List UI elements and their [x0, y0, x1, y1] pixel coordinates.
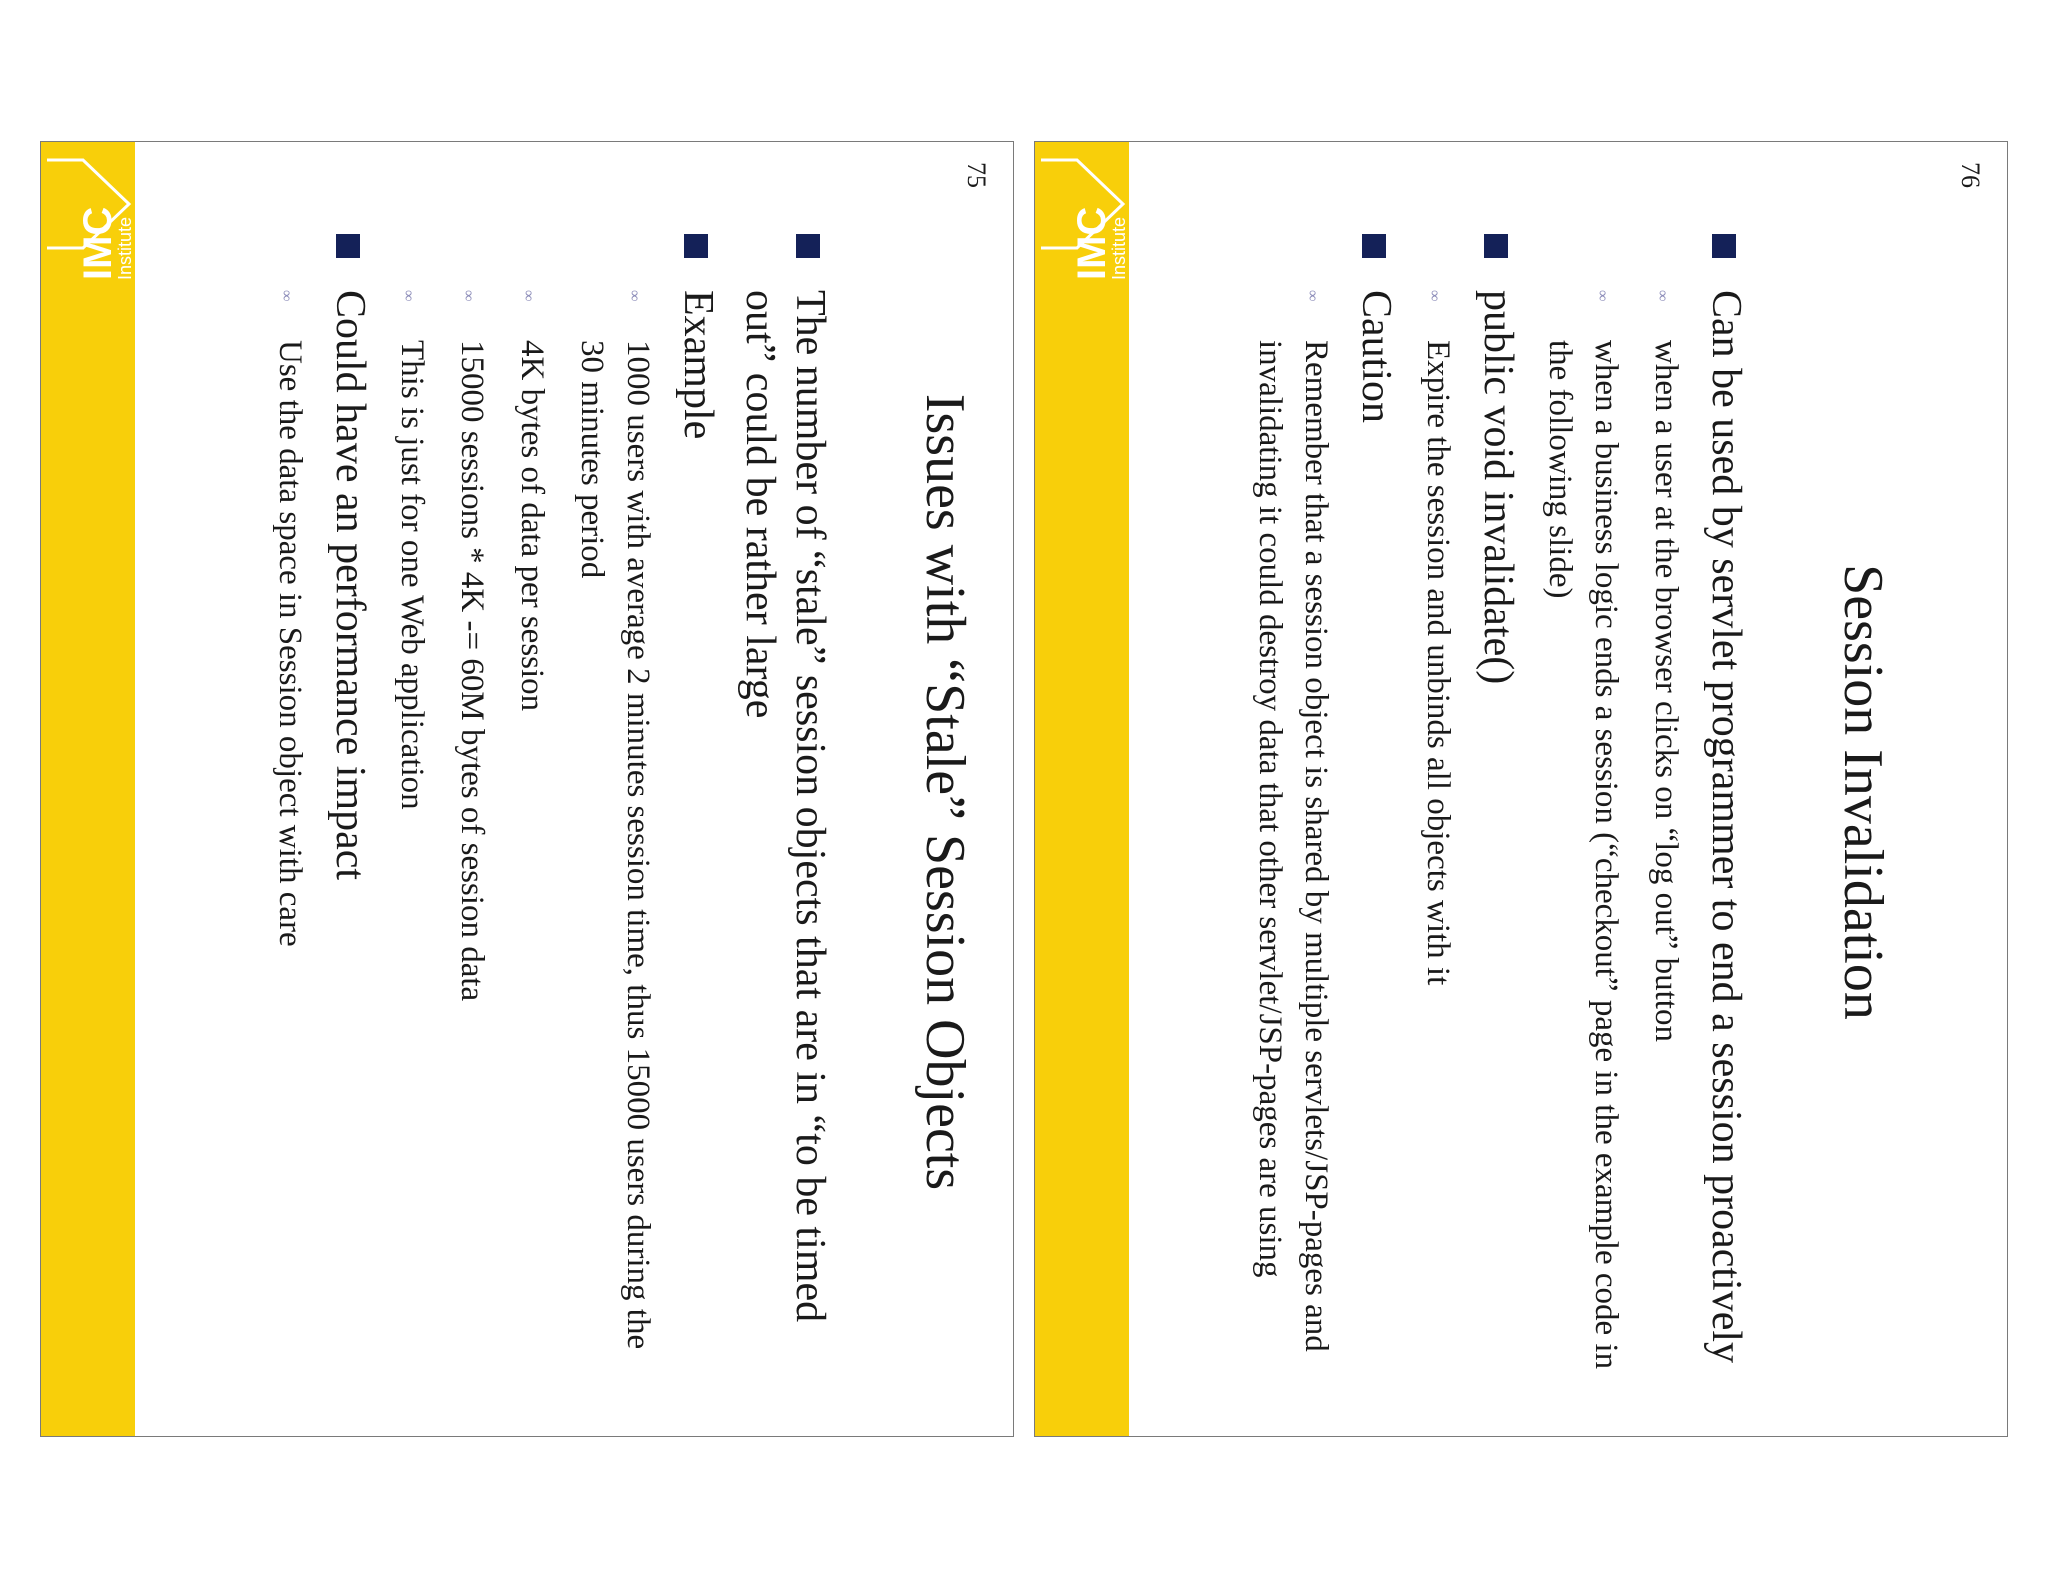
- slide-title: Issues with “Stale” Session Objects: [914, 393, 976, 1191]
- slide-content: [41, 142, 1014, 1437]
- page-number: 75: [962, 162, 991, 188]
- sub-bullet-item: ∞ when a business logic ends a session (“checkout” page in the example code in the following slide): [1542, 290, 1624, 1370]
- infinity-bullet-icon: ∞: [1304, 290, 1321, 302]
- square-bullet-icon: [1712, 234, 1736, 258]
- svg-text:Institute: Institute: [115, 216, 135, 280]
- slide-75: [40, 141, 1014, 1437]
- sub-bullet-item: ∞ when a user at the browser clicks on “log out” button: [1643, 234, 1689, 1378]
- sub-bullet-item: ∞ 4K bytes of data per session: [509, 234, 555, 1378]
- square-bullet-icon: [1362, 234, 1386, 258]
- bullet-item: Could have an performance impact: [325, 234, 375, 1378]
- square-bullet-icon: [796, 234, 820, 258]
- bullet-item: Can be used by servlet programmer to end a session proactively: [1701, 234, 1751, 1378]
- infinity-bullet-icon: ∞: [1654, 290, 1671, 302]
- infinity-bullet-icon: ∞: [1426, 290, 1443, 302]
- square-bullet-icon: [1484, 234, 1508, 258]
- bullet-list: [1233, 234, 1751, 1378]
- bullet-item: public void invalidate(): [1473, 234, 1523, 1378]
- square-bullet-icon: [336, 234, 360, 258]
- slide-title: Session Invalidation: [1832, 564, 1894, 1020]
- sub-bullet-item: ∞ 15000 sessions * 4K -= 60M bytes of session data: [449, 234, 495, 1378]
- page-number-box: [961, 162, 1001, 222]
- bullet-item: Caution: [1351, 234, 1401, 1378]
- infinity-bullet-icon: ∞: [626, 290, 643, 302]
- svg-text:IMC: IMC: [76, 206, 120, 280]
- sub-bullet-item: ∞ Remember that a session object is shared by multiple servlets/JSP-pages and invalidating it could destroy data that other servlet/JSP-pages are using: [1252, 290, 1334, 1352]
- infinity-bullet-icon: ∞: [460, 290, 477, 302]
- sub-bullet-item: ∞ Expire the session and unbinds all objects with it: [1415, 234, 1461, 1378]
- sub-bullet-item: ∞ This is just for one Web application: [389, 234, 435, 1378]
- slide-content: [1035, 142, 2008, 1437]
- bullet-item: Example: [673, 234, 723, 1378]
- page-number-box: [1955, 162, 1995, 222]
- infinity-bullet-icon: ∞: [400, 290, 417, 302]
- slide-76: [1034, 141, 2008, 1437]
- svg-text:IMC: IMC: [1070, 206, 1114, 280]
- sub-bullet-item: ∞ Use the data space in Session object with care: [267, 234, 313, 1378]
- svg-text:Institute: Institute: [1109, 216, 1129, 280]
- bullet-item: The number of “stale” session objects that are in “to be timed out” could be rather large: [735, 234, 835, 1378]
- page-number: 76: [1956, 162, 1985, 188]
- infinity-bullet-icon: ∞: [278, 290, 295, 302]
- bullet-list: [253, 234, 835, 1378]
- infinity-bullet-icon: ∞: [1594, 290, 1611, 302]
- sub-bullet-item: ∞ 1000 users with average 2 minutes session time, thus 15000 users during the 30 minutes period: [574, 290, 656, 1350]
- infinity-bullet-icon: ∞: [520, 290, 537, 302]
- square-bullet-icon: [684, 234, 708, 258]
